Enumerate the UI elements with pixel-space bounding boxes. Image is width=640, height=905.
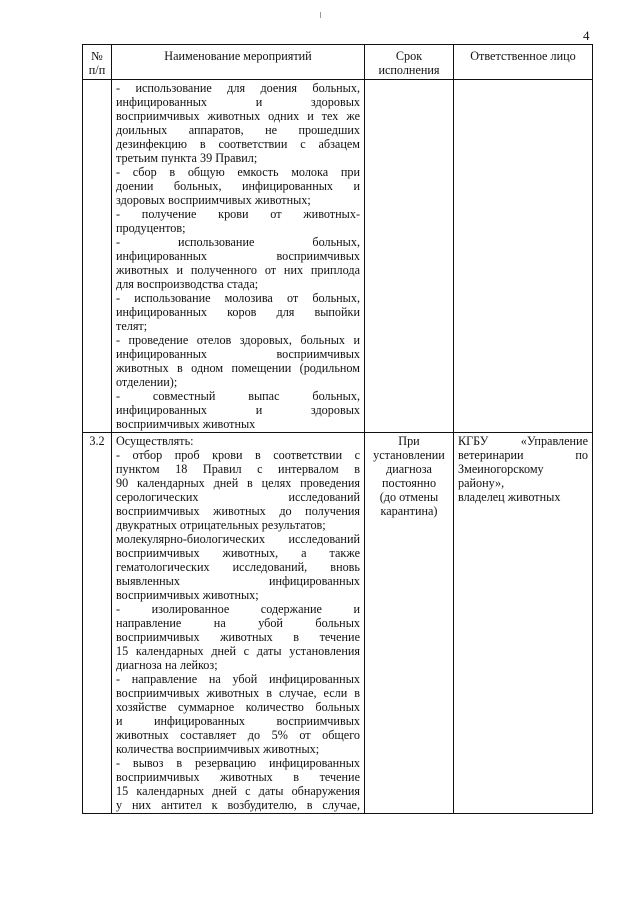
header-term-line: исполнения	[378, 63, 440, 77]
term-line: диагноза	[386, 462, 432, 476]
text-line: третьим пункта 39 Правил;	[116, 151, 258, 165]
header-term	[365, 45, 454, 80]
text-line: телят;	[116, 319, 148, 333]
term-cell	[365, 433, 454, 814]
text-line: диагноза на лейкоз;	[116, 658, 218, 672]
row-number	[83, 80, 112, 433]
table-header-row	[83, 45, 593, 80]
text-line: - проведение отелов здоровых, больных и	[116, 333, 360, 347]
text-line: восприимчивых животных;	[116, 588, 259, 602]
text-line: количества восприимчивых животных;	[116, 742, 320, 756]
text-line: отделении);	[116, 375, 178, 389]
text-line: гематологических исследований, вновь	[116, 560, 360, 574]
text-line: восприимчивых животных до получения	[116, 504, 360, 518]
text-line: - получение крови от животных-	[116, 207, 360, 221]
text-line: инфицированных коров для выпойки	[116, 305, 360, 319]
term-cell	[365, 80, 454, 433]
text-line: животных в одном помещении (родильном	[116, 361, 360, 375]
header-number	[83, 45, 112, 80]
text-line: - вывоз в резервацию инфицированных	[116, 756, 360, 770]
text-line: восприимчивых животных	[116, 417, 256, 431]
text-line: Осуществлять:	[116, 434, 194, 448]
text-line: дезинфекцию в соответствии с абзацем	[116, 137, 360, 151]
text-line: молекулярно-биологических исследований	[116, 532, 360, 546]
scan-mark	[320, 12, 321, 18]
text-line: - использование для доения больных,	[116, 81, 360, 95]
text-line: - изолированное содержание и	[116, 602, 360, 616]
term-line: установлении	[373, 448, 445, 462]
header-number-line: №	[91, 49, 103, 63]
text-line: 15 календарных дней с даты установления	[116, 644, 360, 658]
measures-table	[82, 44, 593, 814]
text-line: направление на убой больных	[116, 616, 360, 630]
text-line: двукратных отрицательных результатов;	[116, 518, 326, 532]
measures-text	[112, 80, 365, 433]
text-line: продуцентов;	[116, 221, 186, 235]
responsible-cell	[454, 433, 593, 814]
text-line: восприимчивых животных в случае, если в	[116, 686, 360, 700]
term-line: При	[398, 434, 420, 448]
text-line: - отбор проб крови в соответствии с	[116, 448, 360, 462]
responsible-line: владелец животных	[458, 490, 561, 504]
responsible-line: ветеринарии по	[458, 448, 588, 462]
text-line: и инфицированных восприимчивых	[116, 714, 360, 728]
text-line: здоровых восприимчивых животных;	[116, 193, 311, 207]
text-line: инфицированных и здоровых	[116, 95, 360, 109]
responsible-line: Змеиногорскому	[458, 462, 544, 476]
measures-text	[112, 433, 365, 814]
header-number-line: п/п	[88, 63, 106, 77]
text-line: - направление на убой инфицированных	[116, 672, 360, 686]
page-number: 4	[583, 28, 590, 43]
responsible-line: КГБУ «Управление	[458, 434, 588, 448]
text-line: восприимчивых животных в течение	[116, 770, 360, 784]
text-line: пунктом 18 Правил с интервалом в	[116, 462, 360, 476]
header-responsible: Ответственное лицо	[454, 45, 593, 80]
responsible-line: району»,	[458, 476, 505, 490]
text-line: восприимчивых животных одних и тех же	[116, 109, 360, 123]
row-number: 3.2	[83, 433, 112, 814]
text-line: животных и полученного от них приплода	[116, 263, 360, 277]
responsible-cell	[454, 80, 593, 433]
text-line: восприимчивых животных в течение	[116, 630, 360, 644]
text-line: инфицированных восприимчивых	[116, 249, 360, 263]
text-line: - сбор в общую емкость молока при	[116, 165, 360, 179]
term-line: постоянно	[381, 476, 437, 490]
text-line: 90 календарных дней в целях проведения	[116, 476, 360, 490]
term-line: карантина)	[380, 504, 438, 518]
text-line: - использование молозива от больных,	[116, 291, 360, 305]
text-line: животных составляет до 5% от общего	[116, 728, 360, 742]
text-line: - использование больных,	[116, 235, 360, 249]
table-row	[83, 433, 593, 814]
text-line: инфицированных и здоровых	[116, 403, 360, 417]
text-line: хозяйстве суммарное количество больных	[116, 700, 360, 714]
header-term-line: Срок	[395, 49, 423, 63]
text-line: доильных аппаратов, не прошедших	[116, 123, 360, 137]
table-row	[83, 80, 593, 433]
header-name: Наименование мероприятий	[112, 45, 365, 80]
term-line: (до отмены	[379, 490, 439, 504]
text-line: доении больных, инфицированных и	[116, 179, 360, 193]
text-line: для воспроизводства стада;	[116, 277, 259, 291]
text-line: выявленных инфицированных	[116, 574, 360, 588]
text-line: - совместный выпас больных,	[116, 389, 360, 403]
text-line: серологических исследований	[116, 490, 360, 504]
text-line: 15 календарных дней с даты обнаружения	[116, 784, 360, 798]
text-line: восприимчивых животных, а также	[116, 546, 360, 560]
text-line: у них антител к возбудителю, в случае,	[116, 798, 360, 812]
text-line: инфицированных восприимчивых	[116, 347, 360, 361]
